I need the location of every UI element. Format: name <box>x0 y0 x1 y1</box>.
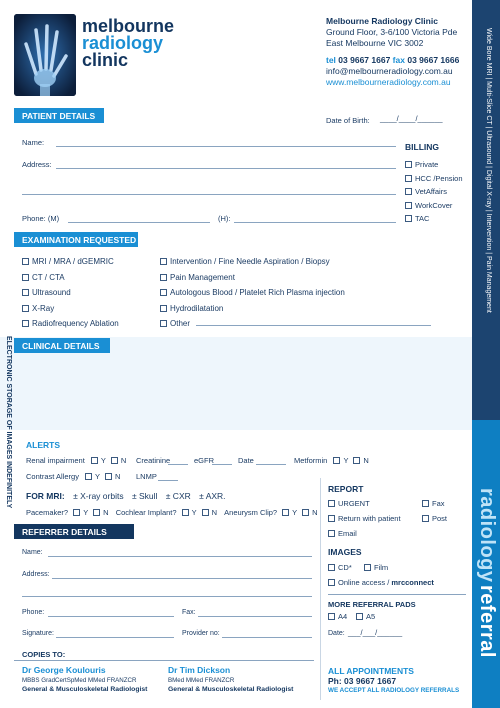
xray-orbits: ± X-ray orbits <box>73 491 124 501</box>
pads-a5[interactable]: A5 <box>356 612 375 621</box>
tel-number: 03 9667 1667 <box>338 55 391 65</box>
alerts-heading: ALERTS <box>26 440 60 450</box>
clinic-addr2: East Melbourne VIC 3002 <box>326 38 424 48</box>
logo-xray-hand <box>14 14 76 96</box>
renal-row: Renal impairment Y N <box>26 456 127 465</box>
appointments-accept: WE ACCEPT ALL RADIOLOGY REFERRALS <box>328 687 460 694</box>
phone-h-field[interactable] <box>234 222 396 223</box>
exam-ct[interactable]: CT / CTA <box>22 270 119 286</box>
billing-workcover[interactable]: WorkCover <box>405 199 463 213</box>
ref-fax-field[interactable] <box>198 616 312 617</box>
ref-date-label: Date: <box>328 630 345 637</box>
images-online[interactable]: Online access / mrcconnect <box>328 578 434 587</box>
billing-list <box>405 158 463 226</box>
metformin-y-checkbox[interactable] <box>333 457 340 464</box>
exam-col1 <box>22 254 119 332</box>
ref-phone-label: Phone: <box>22 609 45 616</box>
report-fax[interactable]: Fax <box>422 499 445 508</box>
dob-field[interactable]: ____/____/______ <box>380 114 443 123</box>
referrer-heading: REFERRER DETAILS <box>14 524 134 539</box>
billing-private[interactable]: Private <box>405 158 463 172</box>
clinic-addr1: Ground Floor, 3-6/100 Victoria Pde <box>326 27 458 37</box>
patient-details-heading: PATIENT DETAILS <box>14 108 104 123</box>
checkbox[interactable] <box>160 258 167 265</box>
checkbox[interactable] <box>22 305 29 312</box>
checkbox[interactable] <box>328 613 335 620</box>
patient-name-label: Name: <box>22 138 45 147</box>
ref-fax-label: Fax: <box>182 609 196 616</box>
images-divider <box>328 594 466 595</box>
exam-other[interactable]: Other <box>160 316 345 332</box>
logo-line2: radiology <box>82 33 164 53</box>
axr: ± AXR. <box>199 491 226 501</box>
checkbox[interactable] <box>405 215 412 222</box>
ref-name-field[interactable] <box>48 556 312 557</box>
ref-provider-field[interactable] <box>222 637 312 638</box>
checkbox[interactable] <box>160 305 167 312</box>
exam-col2 <box>160 254 345 332</box>
logo-line1: melbourne <box>82 16 175 36</box>
contrast-row: Contrast Allergy Y N <box>26 472 121 481</box>
exam-other-field[interactable] <box>196 325 431 326</box>
brand-referral: referral <box>476 585 498 658</box>
doctor-2-name: Dr Tim Dickson <box>168 665 231 675</box>
ref-address-field-1[interactable] <box>52 578 312 579</box>
phone-h-label: (H): <box>218 214 231 223</box>
images-film[interactable]: Film <box>364 563 388 572</box>
checkbox[interactable] <box>160 320 167 327</box>
pacemaker-y-checkbox[interactable] <box>73 509 80 516</box>
ref-provider-label: Provider no: <box>182 630 220 637</box>
report-return[interactable]: Return with patient <box>328 514 401 523</box>
alerts-date-field[interactable] <box>256 464 286 465</box>
checkbox[interactable] <box>405 161 412 168</box>
brand-radiology: radiology <box>476 488 498 583</box>
images-heading: IMAGES <box>328 547 362 557</box>
phone-m-label: Phone: (M) <box>22 214 60 223</box>
exam-xray[interactable]: X-Ray <box>22 301 119 317</box>
billing-vetaffairs[interactable]: VetAffairs <box>405 185 463 199</box>
aneurysm-n-checkbox[interactable] <box>302 509 309 516</box>
phone-m-field[interactable] <box>68 222 210 223</box>
doctor-1-title: General & Musculoskeletal Radiologist <box>22 686 148 693</box>
ref-signature-field[interactable] <box>56 637 174 638</box>
checkbox[interactable] <box>405 175 412 182</box>
checkbox[interactable] <box>328 500 335 507</box>
checkbox[interactable] <box>422 500 429 507</box>
ref-phone-field[interactable] <box>48 616 174 617</box>
checkbox[interactable] <box>160 274 167 281</box>
clinic-name: Melbourne Radiology Clinic <box>326 16 438 26</box>
checkbox[interactable] <box>22 289 29 296</box>
doctor-2-title: General & Musculoskeletal Radiologist <box>168 686 294 693</box>
implant-row: Pacemaker? Y N Cochlear Implant? Y N Aneurysm Clip? Y N <box>26 508 318 517</box>
ref-address-label: Address: <box>22 571 50 578</box>
egfr-field[interactable] <box>212 464 232 465</box>
services-vertical: Wide Bore MRI | Multi-Slice CT | Ultrasound | Digital X-ray | Intervention | Pain Management <box>485 28 492 313</box>
tel-label: tel <box>326 55 336 65</box>
ref-address-field-2[interactable] <box>22 596 312 597</box>
renal-y-checkbox[interactable] <box>91 457 98 464</box>
checkbox[interactable] <box>22 320 29 327</box>
checkbox[interactable] <box>328 564 335 571</box>
mri-row <box>26 491 226 501</box>
dob-label: Date of Birth: <box>326 116 370 125</box>
patient-address-field-2[interactable] <box>22 194 396 195</box>
doctor-1-name: Dr George Koulouris <box>22 665 106 675</box>
ref-name-label: Name: <box>22 549 43 556</box>
ref-signature-label: Signature: <box>22 630 54 637</box>
formri-label: FOR MRI: <box>26 491 65 501</box>
checkbox[interactable] <box>22 274 29 281</box>
exam-ultrasound[interactable]: Ultrasound <box>22 285 119 301</box>
exam-hydro[interactable]: Hydrodilatation <box>160 301 345 317</box>
ref-date-field[interactable]: ___/___/______ <box>348 628 403 637</box>
checkbox[interactable] <box>328 530 335 537</box>
aneurysm-y-checkbox[interactable] <box>282 509 289 516</box>
fax-label: fax <box>392 55 405 65</box>
exam-heading: EXAMINATION REQUESTED <box>14 232 138 247</box>
creatinine-field[interactable] <box>168 464 188 465</box>
copies-divider <box>14 660 314 661</box>
renal-label: Renal impairment <box>26 456 85 465</box>
checkbox[interactable] <box>22 258 29 265</box>
checkbox[interactable] <box>328 515 335 522</box>
pacemaker-n-checkbox[interactable] <box>93 509 100 516</box>
report-heading: REPORT <box>328 484 364 494</box>
clinical-heading: CLINICAL DETAILS <box>14 338 110 353</box>
doctor-2 <box>168 666 293 695</box>
exam-mri[interactable]: MRI / MRA / dGEMRIC <box>22 254 119 270</box>
metformin-n-checkbox[interactable] <box>353 457 360 464</box>
pads-heading: MORE REFERRAL PADS <box>328 600 416 609</box>
copies-to-label: COPIES TO: <box>22 650 66 659</box>
doctor-2-quals: BMed MMed FRANZCR <box>168 676 235 684</box>
patient-name-field[interactable] <box>56 146 396 147</box>
cxr: ± CXR <box>165 491 191 501</box>
fax-number: 03 9667 1666 <box>407 55 460 65</box>
checkbox[interactable] <box>405 202 412 209</box>
column-divider <box>320 478 321 700</box>
storage-vertical: ELECTRONIC STORAGE OF IMAGES INDEFINITELY <box>5 336 12 509</box>
skull: ± Skull <box>131 491 158 501</box>
contrast-label: Contrast Allergy <box>26 472 79 481</box>
creatinine-label: Creatinine <box>136 456 171 465</box>
metformin-label: Metformin <box>294 456 328 465</box>
exam-autologous[interactable]: Autologous Blood / Platelet Rich Plasma injection <box>160 285 345 301</box>
checkbox[interactable] <box>364 564 371 571</box>
images-cd[interactable]: CD* <box>328 563 352 572</box>
contrast-n-checkbox[interactable] <box>105 473 112 480</box>
checkbox[interactable] <box>328 579 335 586</box>
renal-n-checkbox[interactable] <box>111 457 118 464</box>
appointments-phone: Ph: 03 9667 1667 <box>328 676 397 686</box>
checkbox[interactable] <box>160 289 167 296</box>
checkbox[interactable] <box>422 515 429 522</box>
patient-address-label: Address: <box>22 160 52 169</box>
clinic-email[interactable]: info@melbourneradiology.com.au <box>326 66 453 76</box>
cochlear-y-checkbox[interactable] <box>182 509 189 516</box>
lnmp-label: LNMP <box>136 472 157 481</box>
billing-tac[interactable]: TAC <box>405 212 463 226</box>
clinic-contact <box>326 16 459 88</box>
exam-pain[interactable]: Pain Management <box>160 270 345 286</box>
report-urgent[interactable]: URGENT <box>328 499 370 508</box>
doctor-1 <box>22 666 147 695</box>
pacemaker-label: Pacemaker? <box>26 508 69 517</box>
contrast-y-checkbox[interactable] <box>85 473 92 480</box>
pads-a4[interactable]: A4 <box>328 612 347 621</box>
exam-intervention[interactable]: Intervention / Fine Needle Aspiration / Biopsy <box>160 254 345 270</box>
patient-address-field-1[interactable] <box>56 168 396 169</box>
appointments-heading: ALL APPOINTMENTS <box>328 666 414 676</box>
clinic-web[interactable]: www.melbourneradiology.com.au <box>326 77 451 87</box>
billing-heading: BILLING <box>405 142 439 152</box>
checkbox[interactable] <box>356 613 363 620</box>
appointments <box>328 666 459 696</box>
lnmp-field[interactable] <box>158 480 178 481</box>
billing-hcc[interactable]: HCC /Pension <box>405 172 463 186</box>
metformin-row: Metformin Y N <box>294 456 369 465</box>
cochlear-n-checkbox[interactable] <box>202 509 209 516</box>
aneurysm-label: Aneurysm Clip? <box>224 508 278 517</box>
logo-text <box>82 18 174 69</box>
report-post[interactable]: Post <box>422 514 447 523</box>
report-email[interactable]: Email <box>328 529 357 538</box>
checkbox[interactable] <box>405 188 412 195</box>
date-label: Date <box>238 456 254 465</box>
exam-rfa[interactable]: Radiofrequency Ablation <box>22 316 119 332</box>
egfr-label: eGFR <box>194 456 215 465</box>
cochlear-label: Cochlear Implant? <box>115 508 177 517</box>
logo-line3: clinic <box>82 50 129 70</box>
doctor-1-quals: MBBS GradCertSpMed MMed FRANZCR <box>22 676 137 684</box>
